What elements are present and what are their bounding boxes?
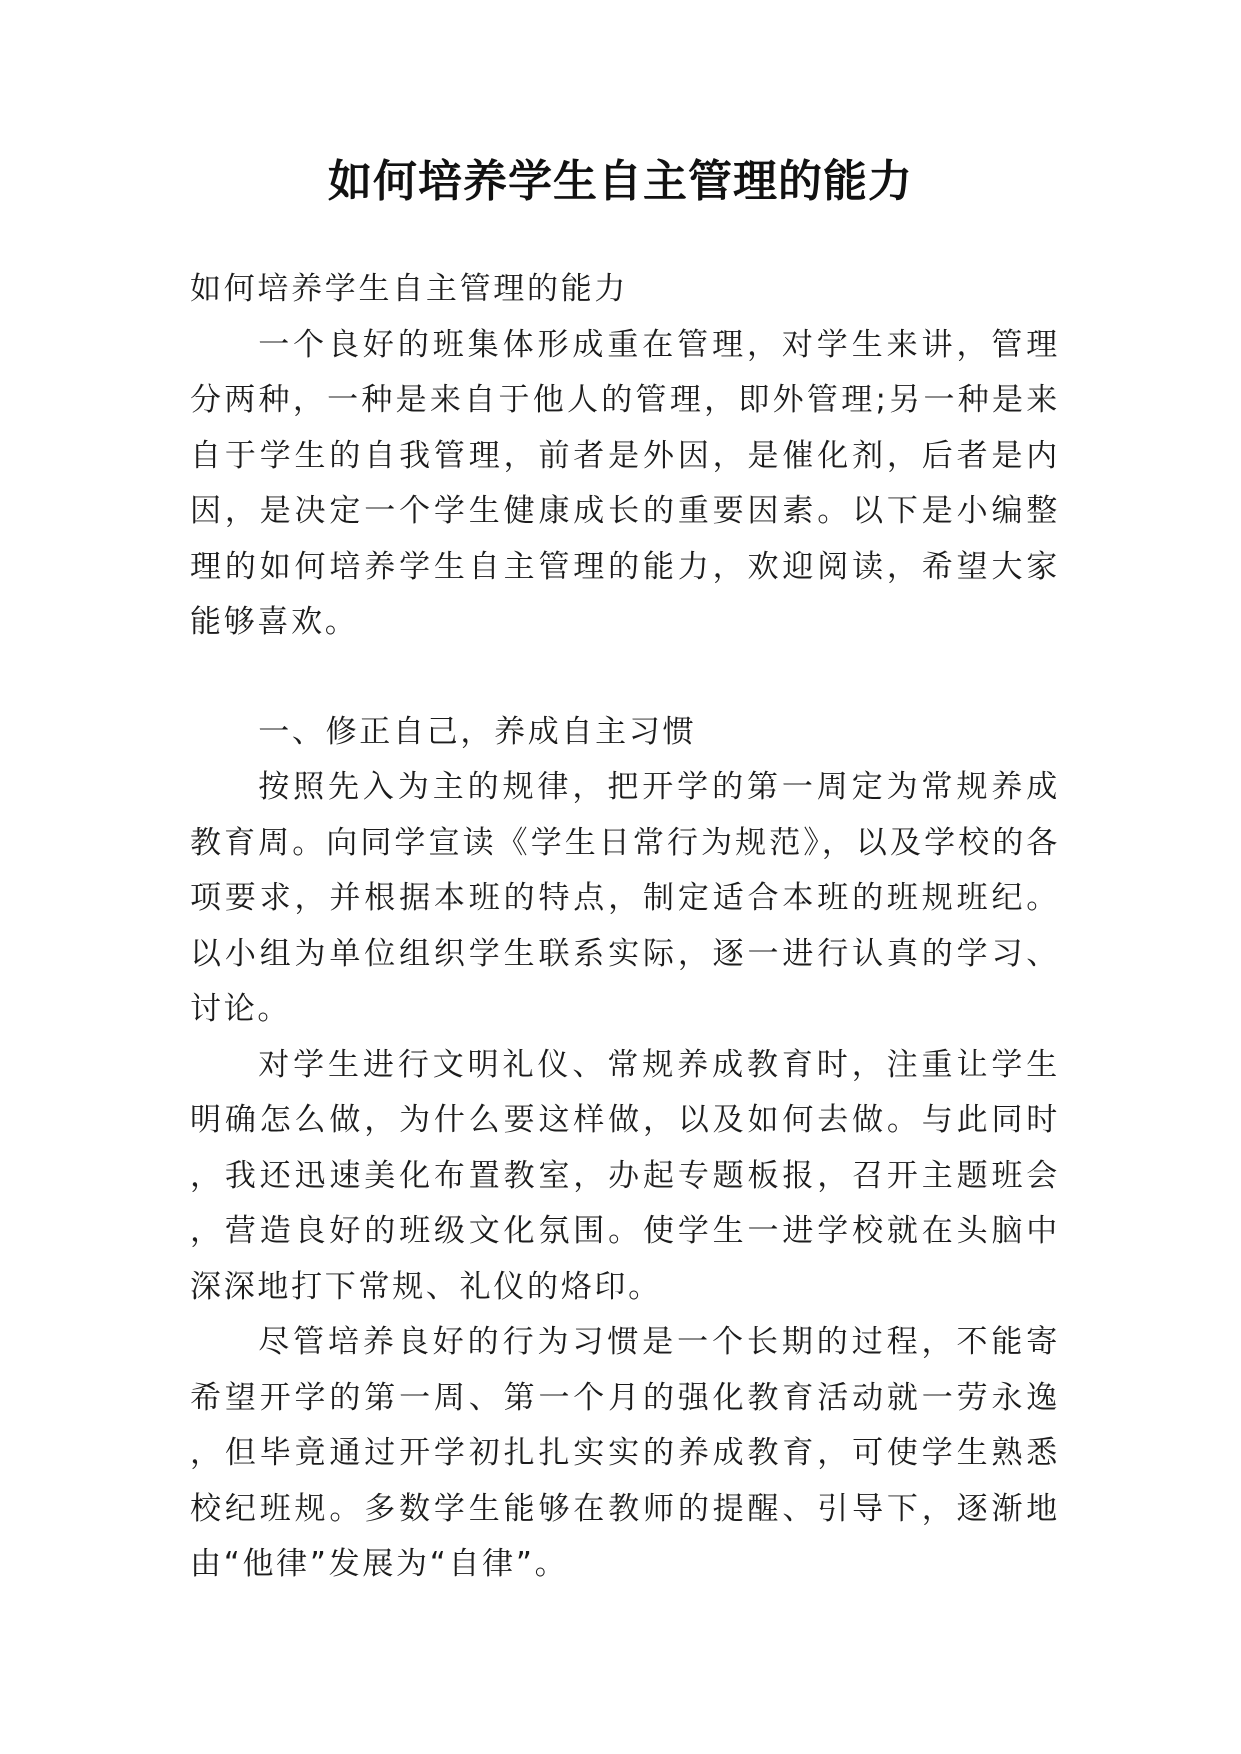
document-title: 如何培养学生自主管理的能力 — [328, 156, 913, 207]
document-subtitle: 如何培养学生自主管理的能力 — [190, 271, 629, 307]
section-heading: 一、修正自己，养成自主习惯 — [258, 713, 697, 750]
body-paragraph: 尽管培养良好的行为习惯是一个长期的过程，不能寄希望开学的第一周、第一个月的强化教育活动就一劳永逸，但毕竟通过开学初扎扎实实的养成教育，可使学生熟悉校纪班规。多数学生能够在教师的提醒、引导下，逐渐地由“他律”发展为“自律”。 — [190, 1324, 1060, 1582]
body-paragraph: 对学生进行文明礼仪、常规养成教育时，注重让学生明确怎么做，为什么要这样做，以及如何去做。与此同时，我还迅速美化布置教室，办起专题板报，召开主题班会，营造良好的班级文化氛围。使学生一进学校就在头脑中深深地打下常规、礼仪的烙印。 — [190, 1046, 1060, 1305]
body-paragraph: 按照先入为主的规律，把开学的第一周定为常规养成教育周。向同学宣读《学生日常行为规范》，以及学校的各项要求，并根据本班的特点，制定适合本班的班规班纪。以小组为单位组织学生联系实际，逐一进行认真的学习、讨论。 — [190, 769, 1060, 1027]
intro-paragraph: 一个良好的班集体形成重在管理，对学生来讲，管理分两种，一种是来自于他人的管理，即外管理;另一种是来自于学生的自我管理，前者是外因，是催化剂，后者是内因，是决定一个学生健康成长的重要因素。以下是小编整理的如何培养学生自主管理的能力，欢迎阅读，希望大家能够喜欢。 — [190, 326, 1060, 640]
section-spacer — [190, 651, 1060, 705]
document-body — [190, 262, 1060, 1593]
